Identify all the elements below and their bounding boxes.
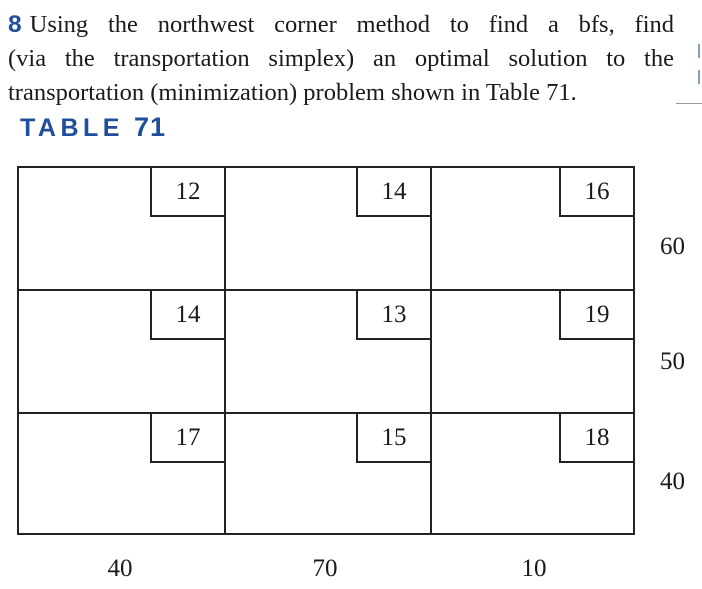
problem-text-line-1: Using the northwest corner method to find a bfs, find (29, 11, 674, 38)
margin-tick (698, 44, 700, 58)
table-cell (432, 414, 635, 535)
table-heading (20, 112, 166, 143)
cost-box: 18 (559, 414, 633, 463)
transportation-table (17, 166, 635, 535)
cost-box: 15 (356, 414, 430, 463)
table-cell (226, 291, 432, 414)
demand-value: 10 (521, 555, 547, 582)
divider-line (676, 103, 702, 104)
table-cell (432, 168, 635, 291)
table-cell (19, 414, 226, 535)
problem-number: 8 (8, 11, 22, 38)
table-cell (19, 168, 226, 291)
table-cell (432, 291, 635, 414)
cost-box: 14 (150, 291, 224, 340)
problem-text-line-2: (via the transportation simplex) an optimal solution to the (8, 45, 674, 72)
table-cell (226, 168, 432, 291)
problem-line-1 (8, 8, 674, 42)
supply-value: 60 (660, 233, 685, 260)
cost-box: 16 (559, 168, 633, 217)
problem-statement (8, 8, 674, 110)
cost-box: 12 (150, 168, 224, 217)
cost-box: 17 (150, 414, 224, 463)
cost-box: 14 (356, 168, 430, 217)
supply-value: 40 (660, 468, 685, 495)
table-number: 71 (133, 112, 167, 142)
supply-value: 50 (660, 348, 685, 375)
table-cell (226, 414, 432, 535)
table-label: TABLE (20, 114, 124, 142)
cost-box: 19 (559, 291, 633, 340)
demand-value: 70 (312, 555, 338, 582)
table-cell (19, 291, 226, 414)
problem-text-line-3: transportation (minimization) problem shown in Table 71. (8, 79, 577, 106)
cost-box: 13 (356, 291, 430, 340)
demand-value: 40 (107, 555, 133, 582)
margin-tick (698, 70, 700, 84)
